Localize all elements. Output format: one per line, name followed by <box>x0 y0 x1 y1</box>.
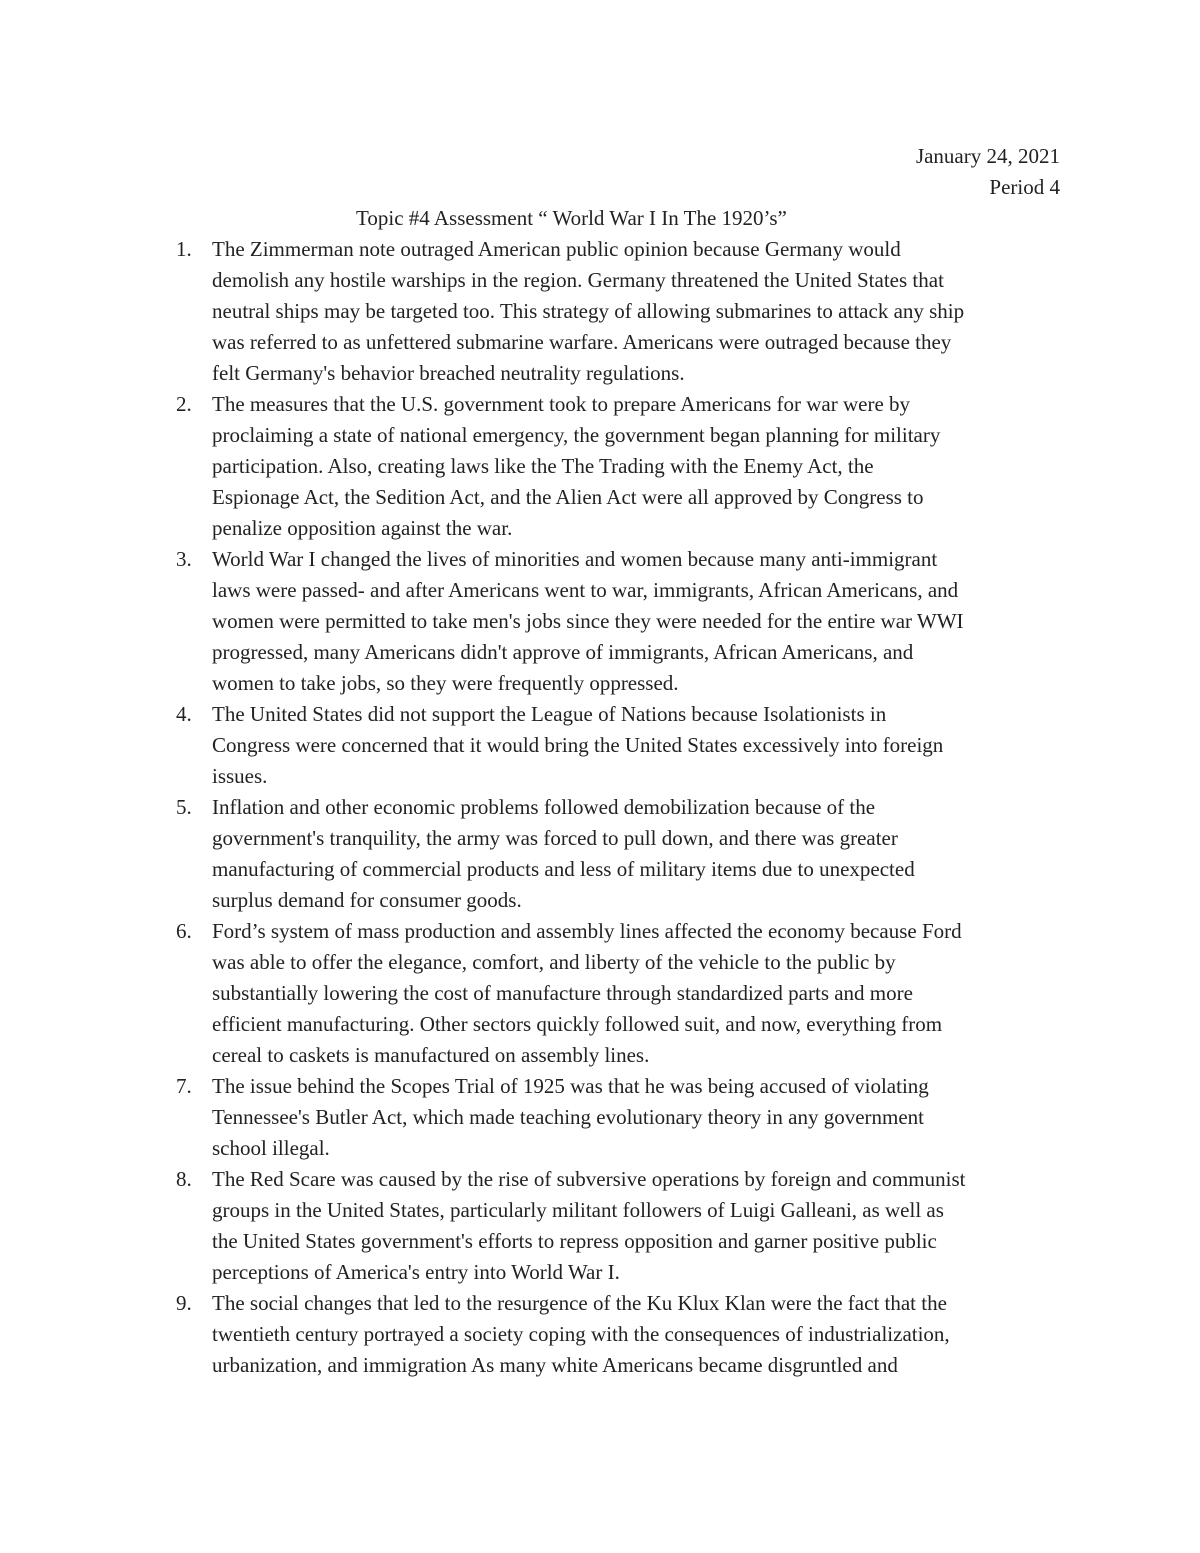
document-header <box>916 141 1060 203</box>
answer-text-line: Ford’s system of mass production and assembly lines affected the economy because Ford <box>212 919 962 943</box>
answer-item-7 <box>172 1071 1062 1164</box>
answer-item-5 <box>172 792 1062 916</box>
answer-text-line: demolish any hostile warships in the region. Germany threatened the United States that <box>212 268 944 292</box>
answer-number: 4. <box>176 702 192 726</box>
answer-number: 9. <box>176 1291 192 1315</box>
answer-number: 1. <box>176 237 192 261</box>
answer-text-line: perceptions of America's entry into World War I. <box>212 1260 620 1284</box>
answer-text-line: women were permitted to take men's jobs since they were needed for the entire war WWI <box>212 609 964 633</box>
answer-number: 7. <box>176 1074 192 1098</box>
answer-text-line: efficient manufacturing. Other sectors quickly followed suit, and now, everything from <box>212 1012 943 1036</box>
answer-text-line: manufacturing of commercial products and less of military items due to unexpected <box>212 857 915 881</box>
answer-text-line: participation. Also, creating laws like the The Trading with the Enemy Act, the <box>212 454 874 478</box>
document-title: Topic #4 Assessment “ World War I In The 1920’s” <box>356 206 787 230</box>
answer-number: 8. <box>176 1167 192 1191</box>
answer-number: 6. <box>176 919 192 943</box>
answer-text-line: progressed, many Americans didn't approve of immigrants, African Americans, and <box>212 640 914 664</box>
answer-item-3 <box>172 544 1062 699</box>
answer-text-line: laws were passed- and after Americans went to war, immigrants, African Americans, and <box>212 578 959 602</box>
answer-text-line: women to take jobs, so they were frequently oppressed. <box>212 671 679 695</box>
answer-text-line: the United States government's efforts to repress opposition and garner positive public <box>212 1229 937 1253</box>
answer-text-line: substantially lowering the cost of manufacture through standardized parts and more <box>212 981 913 1005</box>
answer-text-line: was referred to as unfettered submarine warfare. Americans were outraged because they <box>212 330 952 354</box>
answer-item-6 <box>172 916 1062 1071</box>
answer-number: 3. <box>176 547 192 571</box>
answer-text-line: The Red Scare was caused by the rise of subversive operations by foreign and communist <box>212 1167 966 1191</box>
answer-text-line: The social changes that led to the resurgence of the Ku Klux Klan were the fact that the <box>212 1291 947 1315</box>
answer-item-1 <box>172 234 1062 389</box>
answer-text-line: cereal to caskets is manufactured on assembly lines. <box>212 1043 650 1067</box>
answer-text-line: issues. <box>212 764 268 788</box>
answer-text-line: The issue behind the Scopes Trial of 1925 was that he was being accused of violating <box>212 1074 929 1098</box>
answer-text-line: urbanization, and immigration As many white Americans became disgruntled and <box>212 1353 898 1377</box>
answer-text-line: government's tranquility, the army was forced to pull down, and there was greater <box>212 826 898 850</box>
answer-text-line: twentieth century portrayed a society coping with the consequences of industrialization, <box>212 1322 950 1346</box>
answer-text-line: school illegal. <box>212 1136 330 1160</box>
answer-text-line: penalize opposition against the war. <box>212 516 513 540</box>
answer-text-line: Inflation and other economic problems followed demobilization because of the <box>212 795 876 819</box>
answer-text-line: felt Germany's behavior breached neutrality regulations. <box>212 361 685 385</box>
answer-text-line: Congress were concerned that it would bring the United States excessively into foreign <box>212 733 944 757</box>
answer-number: 5. <box>176 795 192 819</box>
answer-text-line: was able to offer the elegance, comfort, and liberty of the vehicle to the public by <box>212 950 896 974</box>
answer-text-line: proclaiming a state of national emergency, the government began planning for military <box>212 423 941 447</box>
answer-text-line: World War I changed the lives of minorities and women because many anti-immigrant <box>212 547 938 571</box>
answer-item-4 <box>172 699 1062 792</box>
answer-text-line: surplus demand for consumer goods. <box>212 888 522 912</box>
answer-text-line: The measures that the U.S. government took to prepare Americans for war were by <box>212 392 911 416</box>
header-date: January 24, 2021 <box>915 144 1060 168</box>
answer-number: 2. <box>176 392 192 416</box>
answer-text-line: groups in the United States, particularly militant followers of Luigi Galleani, as well as <box>212 1198 944 1222</box>
answer-text-line: Espionage Act, the Sedition Act, and the Alien Act were all approved by Congress to <box>212 485 924 509</box>
question-list <box>172 234 1062 1381</box>
answer-text-line: The Zimmerman note outraged American public opinion because Germany would <box>212 237 901 261</box>
answer-item-9 <box>172 1288 1062 1381</box>
answer-item-2 <box>172 389 1062 544</box>
answer-text-line: The United States did not support the League of Nations because Isolationists in <box>212 702 887 726</box>
answer-text-line: Tennessee's Butler Act, which made teaching evolutionary theory in any government <box>212 1105 925 1129</box>
answer-text-line: neutral ships may be targeted too. This strategy of allowing submarines to attack any ship <box>212 299 965 323</box>
answer-item-8 <box>172 1164 1062 1288</box>
header-period: Period 4 <box>989 175 1060 199</box>
